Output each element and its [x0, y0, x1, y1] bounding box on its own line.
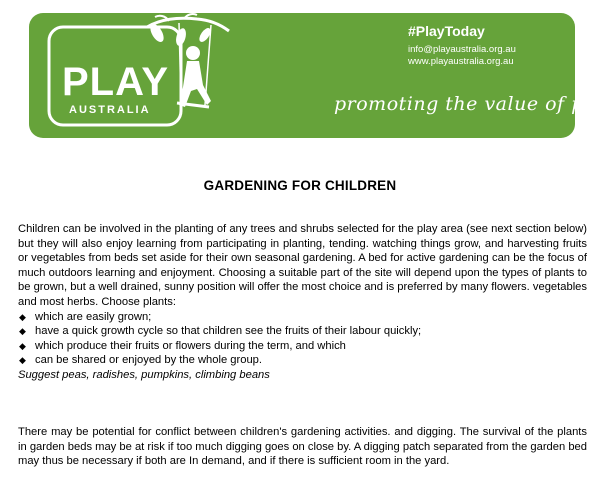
suggestion-line: Suggest peas, radishes, pumpkins, climbing beans	[18, 368, 270, 381]
paragraph-digging: There may be potential for conflict between children's gardening activities. and digging. The survival of the plants in garden beds may be at risk if too much digging goes on close by. A digging patch separated from the garden bed may thus be necessary if both are In demand, and if there is sufficient room in the yard.	[18, 426, 587, 468]
hashtag[interactable]: #PlayToday	[408, 23, 485, 39]
svg-text:AUSTRALIA: AUSTRALIA	[69, 104, 151, 116]
svg-text:PLAY: PLAY	[62, 60, 170, 104]
body-section-1	[18, 222, 587, 383]
list-item: ◆ which produce their fruits or flowers during the term, and which	[19, 339, 346, 352]
contact-block	[408, 22, 558, 68]
list-item: ◆ can be shared or enjoyed by the whole group.	[19, 354, 263, 367]
play-australia-logo	[29, 13, 329, 138]
paragraph-intro: Children can be involved in the planting of any trees and shrubs selected for the play area (see next section below) but they will also enjoy learning from participating in planting, tending. watching things grow, and harvesting fruits or vegetables from beds set aside for their own seasonal gardening. A bed for active gardening can be the focus of much outdoors learning and enjoyment. Choosing a suitable part of the site will depend upon the types of plants to be grown, but a well drained, sunny position will offer the most choice and is preferred by many flowers. vegetables and most herbs. Choose plants:	[18, 223, 587, 308]
list-item: ◆ have a quick growth cycle so that children see the fruits of their labour quickly;	[19, 325, 422, 338]
child-silhouette-icon	[186, 46, 200, 60]
bullet-diamond-icon: ◆	[19, 311, 26, 322]
page-title: GARDENING FOR CHILDREN	[203, 178, 397, 193]
bullet-diamond-icon: ◆	[19, 326, 26, 337]
email-link[interactable]: info@playaustralia.org.au	[408, 44, 516, 55]
tagline: promoting the value of play	[334, 93, 613, 115]
header-banner	[29, 13, 613, 138]
plant-criteria-list	[18, 310, 587, 368]
bullet-diamond-icon: ◆	[19, 355, 26, 366]
list-item: ◆ which are easily grown;	[19, 310, 152, 323]
bullet-diamond-icon: ◆	[19, 340, 26, 351]
website-link[interactable]: www.playaustralia.org.au	[408, 56, 514, 67]
